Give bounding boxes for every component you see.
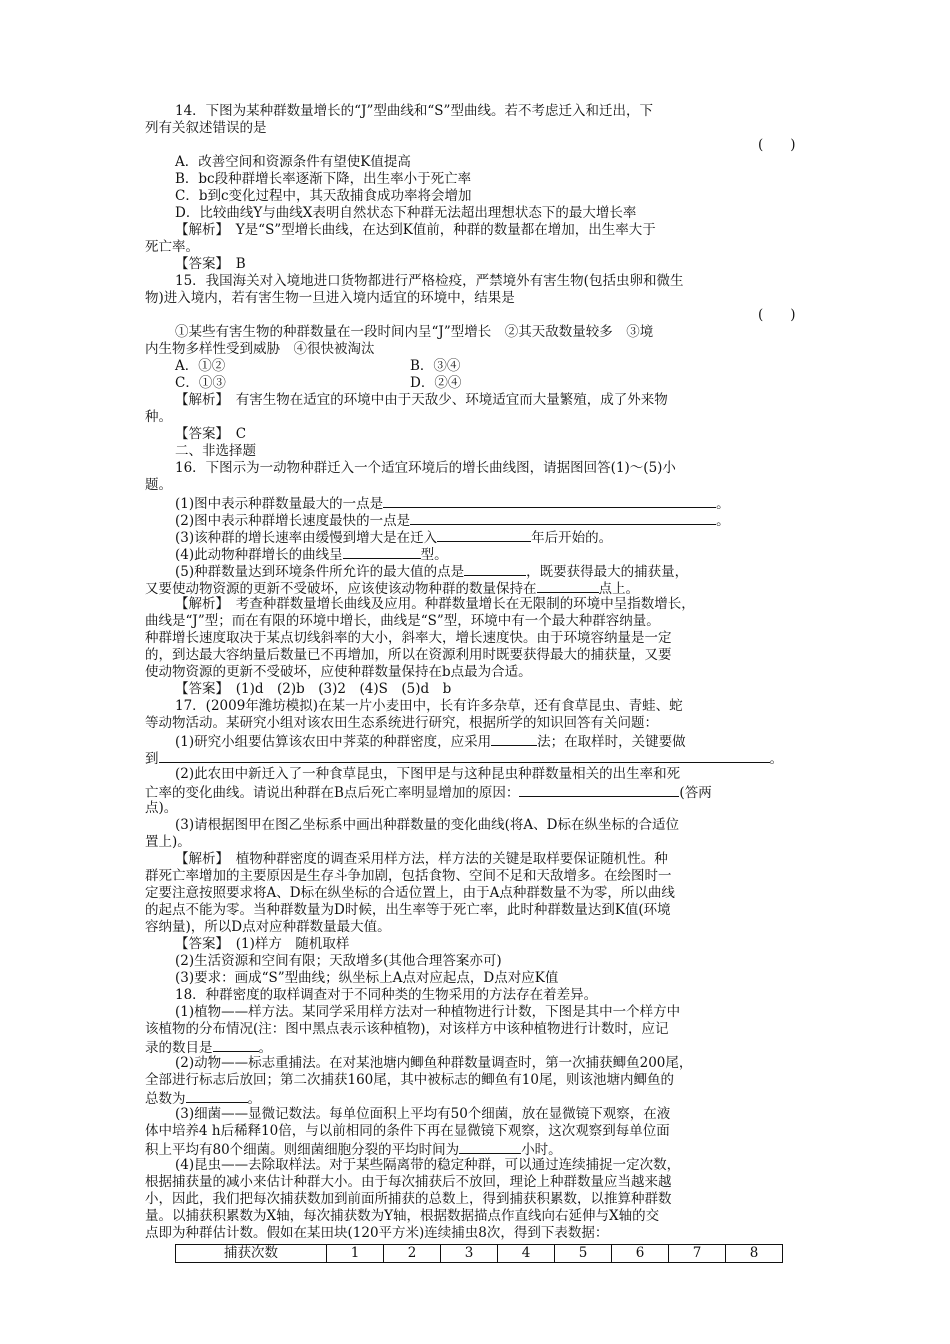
q17-stem-line1: 17．(2009年潍坊模拟)在某一片小麦田中，长有许多杂草，还有食草昆虫、青蛙、蛇 (175, 698, 683, 714)
q17-sub2-line1: (2)此农田中新迁入了一种食草昆虫，下图甲是与这种昆虫种群数量相关的出生率和死 (175, 766, 681, 782)
q17-sub3-line2: 置上)。 (145, 834, 191, 850)
q18-sub2-line1: (2)动物——标志重捕法。在对某池塘内鲫鱼种群数量调查时，第一次捕获鲫鱼200尾， (175, 1055, 693, 1071)
q18-sub4-line4: 量。以捕获积累数为X轴，每次捕获数为Y轴，根据数据描点作直线向右延伸与X轴的交 (145, 1208, 660, 1224)
q17-sub1-line1: (1)研究小组要估算该农田中荠菜的种群密度，应采用 法；在取样时，关键要做 (175, 734, 686, 750)
q17-sub1-line2: 到 。 (145, 751, 783, 767)
capture-table (175, 1244, 783, 1263)
q16-analysis-line5: 使动物资源的更新不受破坏，应使种群数量保持在b点最为合适。 (145, 664, 532, 680)
q17-analysis-line1: 【解析】 植物种群密度的调查采用样方法，样方法的关键是取样要保证随机性。种 (175, 851, 668, 867)
q17-answer-line3: (3)要求：画成“S”型曲线；纵坐标上A点对应起点，D点对应K值 (175, 970, 559, 986)
answer-blank (343, 545, 421, 559)
q16-sub5-line2: 又要使动物资源的更新不受破坏，应该使该动物种群的数量保持在 点上。 (145, 581, 639, 597)
q18-stem: 18．种群密度的取样调查对于不同种类的生物采用的方法存在着差异。 (175, 987, 598, 1003)
table-cell: 7 (669, 1245, 726, 1263)
table-header-cell: 捕获次数 (176, 1245, 327, 1263)
q14-answer: 【答案】 B (175, 256, 246, 272)
q14-option-b: B．bc段种群增长率逐渐下降，出生率小于死亡率 (175, 171, 472, 187)
table-cell: 2 (384, 1245, 441, 1263)
table-cell: 8 (726, 1245, 783, 1263)
q15-analysis-line2: 种。 (145, 409, 172, 425)
answer-blank (383, 494, 716, 508)
q14-option-c: C．b到c变化过程中，其天敌捕食成功率将会增加 (175, 188, 472, 204)
section-heading: 二、非选择题 (175, 443, 256, 459)
q15-answer: 【答案】 C (175, 426, 247, 442)
q17-analysis-line3: 定要注意按照要求将A、D标在纵坐标的合适位置上，由于A点种群数量不为零，所以曲线 (145, 885, 675, 901)
q18-sub1-line2: 该植物的分布情况(注：图中黑点表示该种植物)，对该样方中该种植物进行计数时，应记 (145, 1021, 669, 1037)
q18-sub4-line5: 点即为种群估计数。假如在某田块(120平方米)连续捕虫8次，得到下表数据： (145, 1225, 609, 1241)
answer-blank (213, 1038, 259, 1052)
q16-analysis-line2: 曲线是“J”型；而在有限的环境中增长，曲线是“S”型，环境中有一个最大种群容纳量。 (145, 613, 660, 629)
answer-blank (491, 732, 537, 746)
q18-sub3-line1: (3)细菌——显微记数法。每单位面积上平均有50个细菌，放在显微镜下观察，在液 (175, 1106, 671, 1122)
q15-answer-paren: ( ) (758, 307, 796, 323)
q15-option-a: A．①② (175, 358, 226, 374)
q17-sub2-line2: 亡率的变化曲线。请说出种群在B点后死亡率明显增加的原因： (答两 (145, 785, 712, 801)
table-cell: 5 (555, 1245, 612, 1263)
q14-analysis-line1: 【解析】 Y是“S”型增长曲线，在达到K值前，种群的数量都在增加，出生率大于 (175, 222, 656, 238)
q15-stem-line2: 物)进入境内，若有害生物一旦进入境内适宜的环境中，结果是 (145, 290, 515, 306)
q14-answer-paren: ( ) (758, 137, 796, 153)
q16-sub3: (3)该种群的增长速率由缓慢到增大是在迁入 年后开始的。 (175, 530, 613, 546)
q14-stem-line2: 列有关叙述错误的是 (145, 120, 267, 136)
q17-analysis-line4: 的起点不能为零。当种群数量为D时候，出生率等于死亡率，此时种群数量达到K值(环境 (145, 902, 671, 918)
table-cell: 4 (498, 1245, 555, 1263)
q18-sub1-line1: (1)植物——样方法。某同学采用样方法对一种植物进行计数，下图是其中一个样方中 (175, 1004, 681, 1020)
q18-sub1-line3: 录的数目是 。 (145, 1040, 272, 1056)
q16-sub4: (4)此动物种群增长的曲线呈 型。 (175, 547, 448, 563)
q15-option-b: B．③④ (410, 358, 461, 374)
q18-sub4-line3: 小，因此，我们把每次捕获数加到前面所捕获的总数上，得到捕获积累数，以推算种群数 (145, 1191, 672, 1207)
q16-stem-line1: 16．下图示为一动物种群迁入一个适宜环境后的增长曲线图，请据图回答(1)～(5)小 (175, 460, 676, 476)
q16-analysis-line4: 的，到达最大容纳量后数量已不再增加，所以在资源利用时既要获得最大的捕获量，又要 (145, 647, 672, 663)
q14-stem-line1: 14．下图为某种群数量增长的“J”型曲线和“S”型曲线。若不考虑迁入和迁出，下 (175, 103, 653, 119)
q18-sub3-line2: 体中培养4 h后稀释10倍，与以前相同的条件下再在显微镜下观察，这次观察到每单位面 (145, 1123, 670, 1139)
table-cell: 1 (327, 1245, 384, 1263)
answer-blank (437, 528, 531, 542)
table-cell: 6 (612, 1245, 669, 1263)
q16-stem-line2: 题。 (145, 477, 172, 493)
q16-analysis-line3: 种群增长速度取决于某点切线斜率的大小，斜率大，增长速度快。由于环境容纳量是一定 (145, 630, 672, 646)
q17-analysis-line2: 群死亡率增加的主要原因是生存斗争加剧，包括食物、空间不足和天敌增多。在绘图时一 (145, 868, 672, 884)
answer-blank (159, 749, 770, 763)
answer-blank (537, 579, 599, 593)
q18-sub3-line3: 积上平均有80个细菌。则细菌细胞分裂的平均时间为 小时。 (145, 1142, 562, 1158)
q17-sub3-line1: (3)请根据图甲在图乙坐标系中画出种群数量的变化曲线(将A、D标在纵坐标的合适位 (175, 817, 679, 833)
q18-sub4-line1: (4)昆虫——去除取样法。对于某些隔离带的稳定种群，可以通过连续捕捉一定次数， (175, 1157, 681, 1173)
q16-answer: 【答案】 (1)d (2)b (3)2 (4)S (5)d b (175, 681, 452, 697)
q16-sub5-line1: (5)种群数量达到环境条件所允许的最大值的点是 ，既要获得最大的捕获量， (175, 564, 689, 580)
q17-sub2-line3: 点)。 (145, 800, 178, 816)
q16-analysis-line1: 【解析】 考查种群数量增长曲线及应用。种群数量增长在无限制的环境中呈指数增长， (175, 596, 695, 612)
q15-option-d: D．②④ (410, 375, 462, 391)
answer-blank (464, 562, 526, 576)
q17-analysis-line5: 容纳量)，所以D点对应种群数量最大值。 (145, 919, 391, 935)
table-row (176, 1245, 783, 1263)
q17-stem-line2: 等动物活动。某研究小组对该农田生态系统进行研究，根据所学的知识回答有关问题： (145, 715, 658, 731)
q18-sub4-line2: 根据捕获量的减小来估计种群大小。由于每次捕获后不放回，理论上种群数量应当越来越 (145, 1174, 672, 1190)
q16-sub1: (1)图中表示种群数量最大的一点是 。 (175, 496, 730, 512)
q16-sub2: (2)图中表示种群增长速度最快的一点是 。 (175, 513, 730, 529)
q15-items-line2: 内生物多样性受到威胁 ④很快被淘汰 (145, 341, 375, 357)
answer-blank (410, 511, 716, 525)
q15-analysis-line1: 【解析】 有害生物在适宜的环境中由于天敌少、环境适宜而大量繁殖，成了外来物 (175, 392, 668, 408)
q17-answer-line1: 【答案】 (1)样方 随机取样 (175, 936, 350, 952)
q18-sub2-line3: 总数为 。 (145, 1091, 261, 1107)
q14-analysis-line2: 死亡率。 (145, 239, 199, 255)
q15-stem-line1: 15．我国海关对入境地进口货物都进行严格检疫，严禁境外有害生物(包括虫卵和微生 (175, 273, 684, 289)
q17-answer-line2: (2)生活资源和空间有限；天敌增多(其他合理答案亦可) (175, 953, 502, 969)
q15-option-c: C．①③ (175, 375, 226, 391)
answer-blank (459, 1140, 521, 1154)
answer-blank (519, 783, 679, 797)
q14-option-d: D．比较曲线Y与曲线X表明自然状态下种群无法超出理想状态下的最大增长率 (175, 205, 637, 221)
q15-items-line1: ①某些有害生物的种群数量在一段时间内呈“J”型增长 ②其天敌数量较多 ③境 (175, 324, 654, 340)
answer-blank (186, 1089, 248, 1103)
q14-option-a: A．改善空间和资源条件有望使K值提高 (175, 154, 411, 170)
table-cell: 3 (441, 1245, 498, 1263)
q18-sub2-line2: 全部进行标志后放回；第二次捕获160尾，其中被标志的鲫鱼有10尾，则该池塘内鲫鱼的 (145, 1072, 674, 1088)
